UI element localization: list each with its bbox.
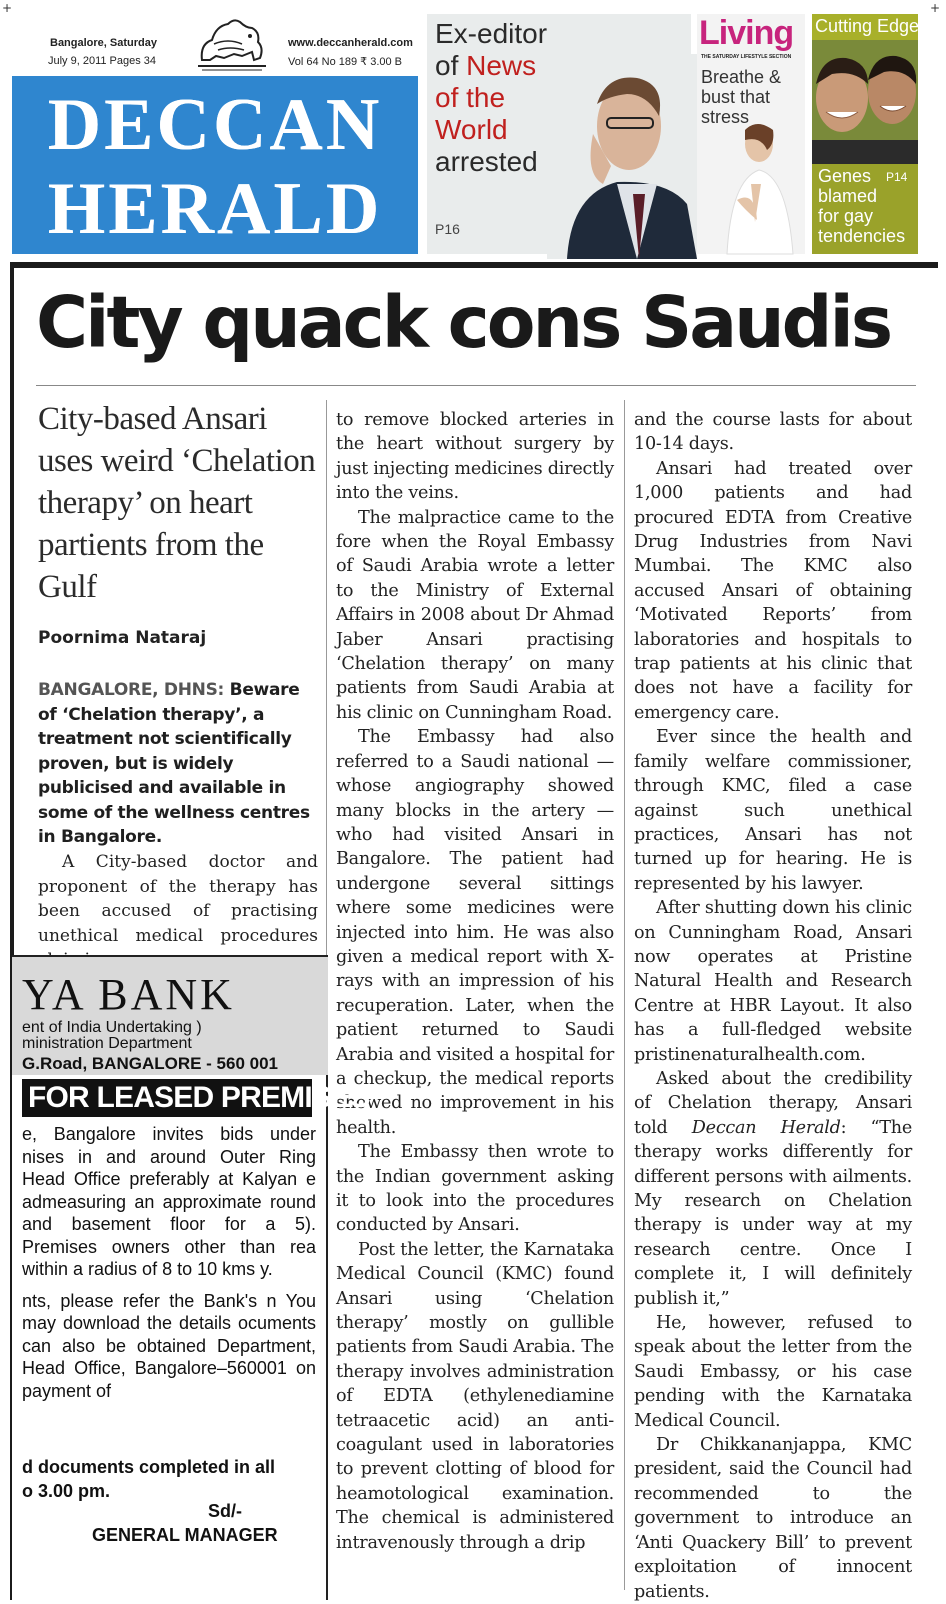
crop-mark-right: + (930, 1, 941, 15)
teaser-living-section: Living (699, 14, 794, 52)
teaser-photo-editor (547, 54, 697, 259)
article-col2-paragraph: The malpractice came to the fore when the Royal Embassy of Saudi Arabia wrote a letter to the Ministry of External Affairs in 2008 about Dr Ahmad Jaber Ansari practising ‘Chelation therapy’ on many patients from Saudi Arabia at his clinic on Cunningham Road. (336, 507, 614, 723)
article-col3-quote-intro: Asked about the credibility of Chelation therapy, Ansari told (634, 1068, 912, 1138)
teaser-cutting-edge-section: Cutting Edge (815, 16, 920, 36)
ad-bank-name: YA BANK (22, 970, 235, 1019)
crop-mark-left: + (2, 1, 13, 15)
teaser-news-of-the-world[interactable] (427, 14, 691, 254)
article-col3-paragraph: Ansari had treated over 1,000 patients and had procured EDTA from Creative Drug Industries from Navi Mumbai. The KMC also accused Ansari of obtaining ‘Motivated Reports’ from laboratories and hospitals to trap patients at his clinic that does not have a facility for emergency care. (634, 458, 912, 723)
teaser-news-line3: of the (435, 82, 506, 113)
article-dateline: BANGALORE, DHNS: (38, 680, 225, 700)
bank-tender-advertisement[interactable] (12, 955, 370, 1600)
column-rule-2 (624, 400, 625, 1590)
ad-body (22, 1123, 316, 1411)
teaser-news-line4: World (435, 114, 508, 145)
headline-rule (36, 385, 916, 386)
teaser-news-line1: Ex-editor (435, 18, 548, 49)
article-col2-paragraph: The Embassy had also referred to a Saudi national — whose angiography showed many blocks in the artery — who had visited Ansari in Bangalore. The patient had undergone several sittings where some medicines were injected into him. He was also given a medical report with X-rays with an impression of his recuperation. Later, when the patient returned to Saudi Arabia and visited a hospital for a checkup, the medical reports showed no improvement in his health. (336, 727, 614, 1138)
article-col3-paragraph: After shutting down his clinic on Cunningham Road, Ansari now operates at Pristine Natural Health and Research Centre at HBR Layout. It also has a full-fledged website pristinenaturalhealth.com. (634, 898, 912, 1065)
ad-footer-line1: d documents completed in all (22, 1457, 276, 1477)
masthead-date: July 9, 2011 Pages 34 (48, 55, 157, 67)
teaser-photo-men (812, 40, 918, 164)
article-col2-paragraph: to remove blocked arteries in the heart without surgery by just injecting medicines directly into the veins. (336, 410, 614, 504)
article-lead (38, 678, 320, 850)
ad-paragraph: nts, please refer the Bank's n You may download the details ocuments can also be obtained Department, Head Office, Bangalore–560001 on payment of (22, 1290, 316, 1401)
teaser-living-tagline: THE SATURDAY LIFESTYLE SECTION (701, 54, 792, 60)
ad-footer (22, 1455, 275, 1503)
teaser-news-word-news: News (466, 50, 537, 81)
ad-department: ministration Department (22, 1035, 192, 1052)
article-col3-paragraph: He, however, refused to speak about the letter from the Saudi Embassy, or his case pending with the Karnataka Medical Council. (634, 1313, 912, 1431)
masthead-city-day: Bangalore, Saturday (50, 37, 157, 49)
ad-footer-line2: o 3.00 pm. (22, 1481, 111, 1501)
masthead-logo[interactable] (12, 76, 418, 254)
teaser-news-line5: arrested (435, 146, 538, 177)
article-col3-paragraph: Dr Chikkananjappa, KMC president, said the Council had recommended to the government to introduce an ‘Anti Quackery Bill’ to prevent exploitation of innocent patients. (634, 1435, 912, 1602)
masthead-divider (10, 262, 938, 268)
article-col3-paper-name: Deccan Herald (691, 1117, 841, 1138)
masthead-info-bar (12, 10, 418, 76)
masthead-logo-line2: HERALD (47, 168, 383, 250)
article-col3-quote-paragraph (634, 1067, 912, 1311)
teaser-news-word-of: of (435, 50, 459, 81)
ad-signatory: GENERAL MANAGER (92, 1525, 278, 1545)
teaser-living[interactable] (697, 14, 805, 254)
teaser-cutting-edge-headline: Genes blamed for gay tendencies (818, 166, 906, 246)
article-headline: City quack cons Saudis (36, 281, 891, 364)
article-col3 (634, 408, 912, 1604)
article-col3-paragraph: Ever since the health and family welfare commissioner, through KMC, filed a case against such unethical practices, Ansari has not turned up for hearing. He is represented by his lawyer. (634, 727, 912, 894)
ad-banner-text: FOR LEASED PREMISES (28, 1081, 370, 1114)
article-byline: Poornima Nataraj (38, 628, 207, 648)
article-lead-text: Beware of ‘Chelation therapy’, a treatment not scientifically proven, but is widely publicised and available in some of the wellness centres in Bangalore. (38, 680, 310, 847)
teaser-photo-yoga (697, 110, 805, 254)
ad-undertaking: ent of India Undertaking ) (22, 1019, 202, 1036)
article-col1-paragraph: A City-based doctor and proponent of the therapy has been accused of practising unethical medical procedures (38, 852, 318, 946)
masthead-website[interactable]: www.deccanherald.com (288, 37, 413, 49)
teaser-cutting-edge-page: P14 (886, 170, 908, 184)
masthead-volume: Vol 64 No 189 ₹ 3.00 B (288, 56, 403, 68)
masthead-logo-line1: DECCAN (47, 84, 383, 166)
ad-address: G.Road, BANGALORE - 560 001 (22, 1054, 279, 1073)
teaser-news-line2 (435, 50, 536, 82)
article-col2 (336, 408, 614, 1555)
article-col2-paragraph: Post the letter, the Karnataka Medical Council (KMC) found Ansari using ‘Chelation therapy’ mostly on gullible patients from Saudi Arabia. The therapy involves administration of EDTA (ethylenediamine tetraacetic acid) an anti-coagulant used in laboratories to prevent clotting of blood for heamotological examination. The chemical is administered intravenously through a drip (336, 1239, 614, 1553)
article-col2-paragraph: The Embassy then wrote to the Indian government asking it to look into the procedures conducted by Ansari. (336, 1142, 614, 1236)
nandi-emblem-icon (194, 14, 270, 72)
teaser-news-page: P16 (435, 221, 460, 237)
ad-paragraph: e, Bangalore invites bids under nises in and around Outer Ring Head Office preferably at Kalyan e admeasuring an approximate round and basement floor for a 5). Premises owners other than rea within a radius of 8 to 10 kms y. (22, 1124, 316, 1279)
article-col3-paragraph: and the course lasts for about 10-14 days. (634, 410, 912, 455)
ad-signature: Sd/- (208, 1501, 242, 1521)
article-deck: City-based Ansari uses weird ‘Chelation therapy’ on heart partients from the Gulf (38, 401, 316, 605)
teaser-cutting-edge[interactable] (812, 14, 918, 254)
article-col3-quote-text: : “The therapy works differently for different persons with ailments. My research on Chelation therapy is under way at my research centre. Once I complete it, I will definitely publish it,” (634, 1117, 913, 1309)
teaser-living-headline: Breathe & bust that stress (701, 67, 782, 127)
